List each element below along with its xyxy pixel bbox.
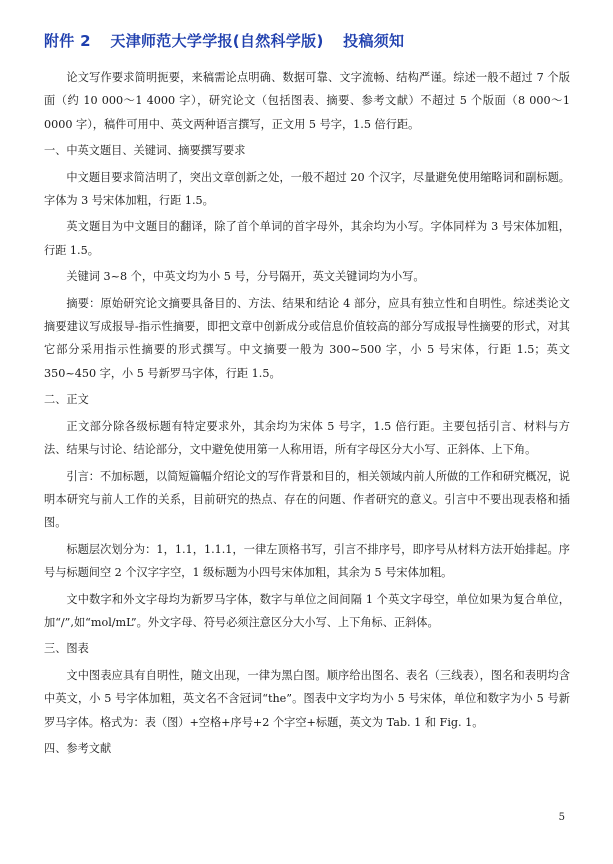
document-body <box>44 66 570 763</box>
page-number: 5 <box>558 812 565 823</box>
section-2-paragraph-numbers: 文中数字和外文字母均为新罗马字体，数字与单位之间间隔 1 个英文字母空，单位如果为复合单位，加“/”,如“mol/mL”。外文字母、符号必须注意区分大小写、上下角标、正斜体。 <box>44 592 570 629</box>
section-2-paragraph-headings: 标题层次划分为：1，1.1，1.1.1，一律左顶格书写，引言不排序号，即序号从材料方法开始排起。序号与标题间空 2 个汉字字空，1 级标题为小四号宋体加粗，其余为 5 号宋体加粗。 <box>44 542 570 580</box>
section-3-heading: 三、图表 <box>44 642 89 656</box>
section-2-paragraph-body: 正文部分除各级标题有特定要求外，其余均为宋体 5 号字，1.5 倍行距。主要包括引言、材料与方法、结果与讨论、结论部分，文中避免使用第一人称用语，所有字母区分大小写、正斜体、上下角。 <box>44 419 570 457</box>
section-2-paragraph-introduction: 引言：不加标题，以简短篇幅介绍论文的写作背景和目的，相关领域内前人所做的工作和研究概况，说明本研究与前人工作的关系，目前研究的热点、存在的问题、作者研究的意义。引言中不要出现表格和插图。 <box>44 469 570 530</box>
section-1-heading: 一、中英文题目、关键词、摘要撰写要求 <box>44 144 246 158</box>
journal-name: 天津师范大学学报(自然科学版) <box>110 32 324 50</box>
section-4-heading: 四、参考文献 <box>44 741 112 755</box>
section-1-paragraph-title: 中文题目要求简洁明了，突出文章创新之处，一般不超过 20 个汉字，尽量避免使用缩略词和副标题。字体为 3 号宋体加粗，行距 1.5。 <box>44 170 570 208</box>
document-title <box>44 30 418 51</box>
title-subject: 投稿须知 <box>343 32 405 50</box>
section-2-heading: 二、正文 <box>44 393 89 407</box>
annex-label: 附件 2 <box>44 32 91 50</box>
section-1-paragraph-keywords: 关键词 3~8 个，中英文均为小 5 号，分号隔开，英文关键词均为小写。 <box>66 270 425 284</box>
intro-paragraph: 论文写作要求简明扼要，来稿需论点明确、数据可靠、文字流畅、结构严谨。综述一般不超过 7 个版面（约 10 000～1 4000 字），研究论文（包括图表、摘要、参考文献）不超过 5 个版面（8 000～1 0000 字），稿件可用中、英文两种语言撰写，正文用 5 号字，1.5 倍行距。 <box>44 71 570 131</box>
section-1-paragraph-english-title: 英文题目为中文题目的翻译，除了首个单词的首字母外，其余均为小写。字体同样为 3 号宋体加粗，行距 1.5。 <box>44 220 570 257</box>
section-1-paragraph-abstract: 摘要：原始研究论文摘要具备目的、方法、结果和结论 4 部分，应具有独立性和自明性。综述类论文摘要建议写成报导-指示性摘要，即把文章中创新成分或信息价值较高的部分写成报导性摘要的形式，对其它部分采用指示性摘要的形式撰写。中文摘要一般为 300~500 字，小 5 号宋体，行距 1.5；英文 350~450 字，小 5 号新罗马字体，行距 1.5。 <box>44 296 570 380</box>
section-3-paragraph-figures: 文中图表应具有自明性，随文出现，一律为黑白图。顺序给出图名、表名（三线表），图名和表明均含中英文，小 5 号字体加粗，英文名不含冠词“the”。图表中文字均为小 5 号宋体，单位和数字为小 5 号新罗马字体。格式为：表（图）+空格+序号+2 个字空+标题，英文为 Tab. 1 和 Fig. 1。 <box>44 668 570 729</box>
